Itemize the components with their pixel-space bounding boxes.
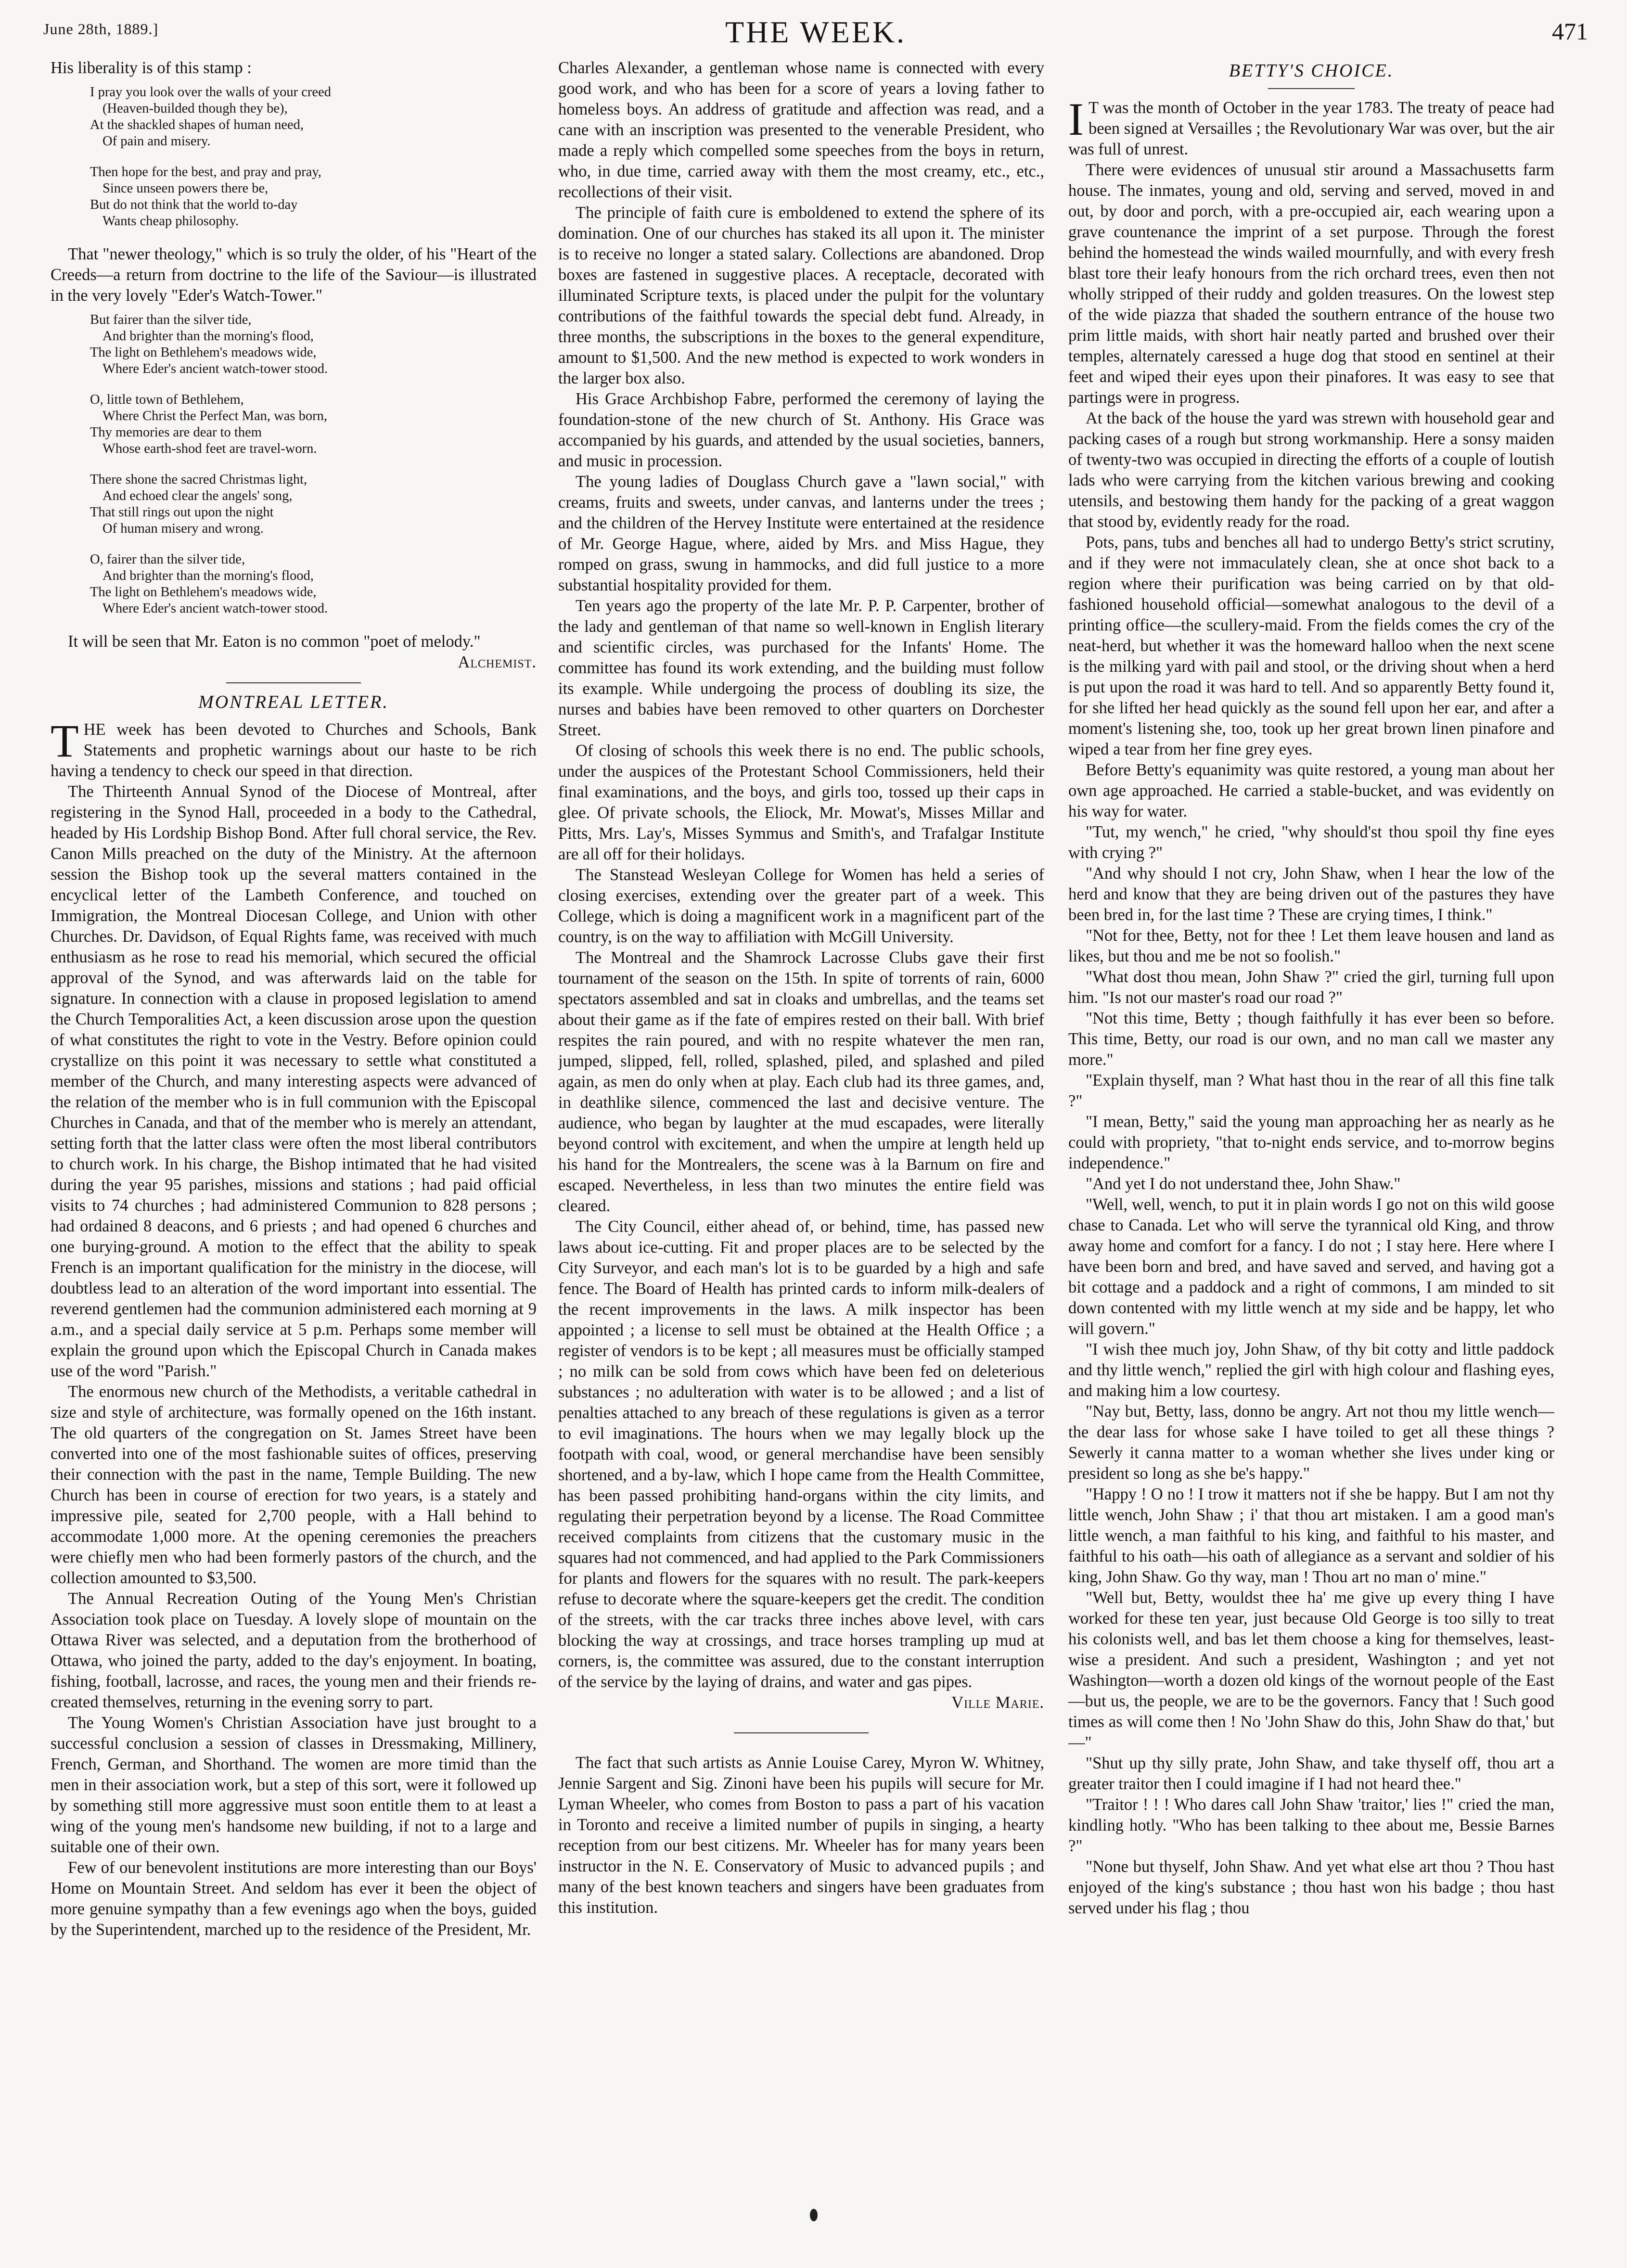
poem-line: At the shackled shapes of human need, xyxy=(90,117,304,132)
poem-line: Where Christ the Perfect Man, was born, xyxy=(102,409,327,423)
paragraph: His liberality is of this stamp : xyxy=(51,59,252,77)
paragraph: Ten years ago the property of the late Mr. P. P. Carpenter, brother of the lady and gentleman of that name so well-known in English literary and scientific circles, was purchased for the Infants' Home. The committee has found its work extending, and the building must follow its example. While undergoing the process of doubling its size, the nurses and babies have been removed to other quarters on Dorchester Street. xyxy=(558,597,1044,739)
signature-ville-marie: Ville Marie. xyxy=(951,1693,1044,1712)
paragraph: "Well, well, wench, to put it in plain words I go not on this wild goose chase to Canada. Let who will serve the tyrannical old King, and throw away home and comfort for a fancy. I do not ; I stay here. Here where I have been born and bred, and have saved and served, and having got a bit cottage and a paddock and a right of commons, I am minded to sit down contented with my little wench at my side and be happy, let who will govern." xyxy=(1068,1195,1554,1338)
paragraph: "Well but, Betty, wouldst thee ha' me give up every thing I have worked for these ten year, just because Old George is too silly to treat his colonists well, and bas let them choose a king for themselves, least-wise a president. And such a president, Washington ; and yet not Washington—worth a dozen old kings of the wornout people of the East—but us, the people, we are to be the governors. Fancy that ! Such good times as will come then ! No 'John Shaw do this, John Shaw do that,' but—" xyxy=(1068,1589,1554,1752)
page-header xyxy=(43,13,1588,52)
paragraph: "Not this time, Betty ; though faithfully it has ever been so before. This time, Betty, our road is our own, and no man call we master any more." xyxy=(1068,1009,1554,1069)
poem-stanza xyxy=(90,312,537,377)
paragraph: "I mean, Betty," said the young man approaching her as nearly as he could with propriety, "that to-night ends service, and to-morrow begins independence." xyxy=(1068,1113,1554,1172)
paragraph: The Stanstead Wesleyan College for Women has held a series of closing exercises, extending over the greater part of a week. This College, which is doing a magnificent work in a magnificent part of the country, is on the way to affiliation with McGill University. xyxy=(558,866,1044,946)
poem-line: Of human misery and wrong. xyxy=(102,521,264,536)
poem-line: And echoed clear the angels' song, xyxy=(102,488,293,503)
paragraph: Pots, pans, tubs and benches all had to undergo Betty's strict scrutiny, and if they were not immaculately clean, she at once shot back to a region where their purification was being carried on by that old-fashioned household official—somewhat analogous to the devil of a printing office—the scullery-maid. From the fields comes the cry of the neat-herd, but whether it was the homeward halloo when the next scene is the milking yard with pail and stool, or the driving shout when a herd is put upon the road it was hard to tell. And so apparently Betty found it, for she lifted her head quickly as the sound fell upon her ear, and after a moment's listening she, too, took up her great brown linen pinafore and wiped a tear from her fine grey eyes. xyxy=(1068,533,1554,758)
poem-stanza xyxy=(90,392,537,457)
paragraph: "None but thyself, John Shaw. And yet what else art thou ? Thou hast enjoyed of the king's substance ; thou hast won his badge ; thou hast served under his flag ; thou xyxy=(1068,1858,1554,1917)
paragraph: At the back of the house the yard was strewn with household gear and packing cases of a rough but strong workmanship. Here a sonsy maiden of twenty-two was occupied in directing the efforts of a couple of loutish lads who were carrying from the kitchen various brewing and cooking utensils, and bestowing them handy for the packing of a great waggon that stood by, evidently ready for the road. xyxy=(1068,409,1554,531)
paragraph-text: HE week has been devoted to Churches and Schools, Bank Statements and prophetic warnings about our haste to be rich having a tendency to check our speed in that direction. xyxy=(51,720,537,780)
paragraph: The Thirteenth Annual Synod of the Diocese of Montreal, after registering in the Synod Hall, proceeded in a body to the Cathedral, headed by His Lordship Bishop Bond. After full choral service, the Rev. Canon Mills preached on the duty of the Ministry. At the afternoon session the Bishop took up the several matters contained in the encyclical letter of the Lambeth Conference, and touched on Immigration, the Montreal Diocesan College, and Union with other Churches. Dr. Davidson, of Equal Rights fame, was received with much enthusiasm as he rose to read his memorial, which secured the official approval of the Synod, and was afterwards laid on the table for signature. In connection with a clause in proposed legislation to amend the Church Temporalities Act, a keen discussion arose upon the question of what constitutes the right to vote in the Vestry. Before opinion could crystallize on this point it was necessary to settle what constituted a member of the Church, and many interesting aspects were advanced of the relation of the member who is in full communion with the Episcopal Churches in Canada, and that of the member who is merely an attendant, setting forth that the latter class were often the most liberal contributors to church work. In his charge, the Bishop intimated that he had visited during the year 95 parishes, missions and stations ; had paid official visits to 74 churches ; had administered Communion to 828 persons ; had ordained 8 deacons, and 6 priests ; and had opened 6 churches and one burying-ground. A motion to the effect that the ability to speak French is an important qualification for the ministry in the diocese, will doubtless lead to an alteration of the word important into essential. The reverend gentlemen had the communion administered each morning at 9 a.m., and a special daily service at 5 p.m. Perhaps some member will explain the ground upon which the Episcopal Church in Canada makes use of the word "Parish." xyxy=(51,782,537,1380)
issue-date: June 28th, 1889.] xyxy=(43,20,159,38)
poem-stanza xyxy=(90,472,537,537)
paragraph: The Montreal and the Shamrock Lacrosse Clubs gave their first tournament of the season on the 15th. In spite of torrents of rain, 6000 spectators assembled and sat in cloaks and umbrellas, and the teams set about their game as if the fate of empires rested on their ball. With brief respites the rain poured, and with no respite whatever the men ran, jumped, slipped, fell, rolled, splashed, piled, and splashed and piled again, as men do only when at play. Each club had its three games, and, in deathlike silence, commenced the last and decisive venture. The audience, who began by laughter at the mud escapades, were literally beyond control with excitement, and when the umpire at length held up his hand for the Montrealers, the scene was à la Barnum on fire and escaped. Nevertheless, in less than two minutes the entire field was cleared. xyxy=(558,948,1044,1215)
drop-cap: I xyxy=(1068,93,1084,145)
paragraph: "Not for thee, Betty, not for thee ! Let them leave housen and land as likes, but thou and me be not so foolish." xyxy=(1068,926,1554,965)
paragraph: "Nay but, Betty, lass, donno be angry. Art not thou my little wench—the dear lass for whose sake I have toiled to get all these things ? Sewerly it canna matter to a woman whether she lives under king or president so long as she be's happy." xyxy=(1068,1402,1554,1483)
paragraph: His Grace Archbishop Fabre, performed the ceremony of laying the foundation-stone of the new church of St. Anthony. His Grace was accompanied by his guards, and attended by the usual societies, banners, and music in procession. xyxy=(558,390,1044,470)
poem-line: But do not think that the world to-day xyxy=(90,197,298,212)
poem-line: I pray you look over the walls of your creed xyxy=(90,85,331,100)
paragraph: It will be seen that Mr. Eaton is no common "poet of melody." xyxy=(68,632,481,651)
paragraph: Before Betty's equanimity was quite restored, a young man about her own age approached. He carried a stable-bucket, and was evidently on his way for water. xyxy=(1068,761,1554,820)
poem-line: (Heaven-builded though they be), xyxy=(102,101,288,116)
paragraph: The Young Women's Christian Association have just brought to a successful conclusion a session of classes in Dressmaking, Millinery, French, German, and Shorthand. The women are more timid than the men in their association work, but a step of this sort, were it followed up by something still more aggressive must soon entitle them to at least a wing of the young men's handsome new building, if not to a large and suitable one of their own. xyxy=(51,1714,537,1856)
paragraph-music-notice: The fact that such artists as Annie Louise Carey, Myron W. Whitney, Jennie Sargent and Sig. Zinoni have been his pupils will secure for Mr. Lyman Wheeler, who comes from Boston to pass a part of his vacation in Toronto and receive a limited number of pupils in singing, a hearty reception from our best citizens. Mr. Wheeler has for many years been instructor in the N. E. Conservatory of Music to advanced pupils ; and many of the best known teachers and singers have been graduates from this institution. xyxy=(558,1754,1044,1917)
masthead-title: THE WEEK. xyxy=(725,15,907,49)
poem-line: The light on Bethlehem's meadows wide, xyxy=(90,345,317,360)
poem-liberality xyxy=(90,84,537,230)
poem-line: Then hope for the best, and pray and pray, xyxy=(90,165,321,179)
drop-cap: T xyxy=(51,715,79,767)
paragraph: "Traitor ! ! ! Who dares call John Shaw 'traitor,' lies !" cried the man, kindling hotly. "Who has been talking to thee about me, Bessie Barnes ?" xyxy=(1068,1795,1554,1855)
ink-dot-ornament xyxy=(810,2209,818,2221)
poem-line: Of pain and misery. xyxy=(102,134,211,149)
paragraph: The principle of faith cure is emboldened to extend the sphere of its domination. One of our churches has staked its all upon it. The minister is to receive no longer a stated salary. Collections are abandoned. Drop boxes are fastened in suggestive places. A receptacle, decorated with illuminated Scripture texts, is placed under the pulpit for the voluntary contributions of the faithful towards the special debt fund. Already, in three months, the subscriptions in the boxes to the general expenditure, amount to $1,500. And the new method is expected to work wonders in the larger box also. xyxy=(558,204,1044,387)
section-divider xyxy=(226,682,361,683)
paragraph: Charles Alexander, a gentleman whose name is connected with every good work, and who has been for a score of years a loving father to homeless boys. An address of gratitude and affection was read, and a cane with an inscription was presented to the venerable President, who made a reply which compelled some speeches from the boys in return, who, in due time, carried away with them the most creamy, etc., etc., recollections of their visit. xyxy=(558,59,1044,201)
poem-line: O, little town of Bethlehem, xyxy=(90,392,244,407)
signature-alchemist: Alchemist. xyxy=(458,653,537,671)
poem-stanza xyxy=(90,84,537,150)
poem-line: The light on Bethlehem's meadows wide, xyxy=(90,585,317,600)
poem-eders-watch-tower xyxy=(90,312,537,617)
paragraph: "What dost thou mean, John Shaw ?" cried the girl, turning full upon him. "Is not our master's road our road ?" xyxy=(1068,968,1554,1007)
paragraph: "Explain thyself, man ? What hast thou in the rear of all this fine talk ?" xyxy=(1068,1071,1554,1110)
poem-line: And brighter than the morning's flood, xyxy=(102,329,314,344)
paragraph: "Tut, my wench," he cried, "why should'st thou spoil thy fine eyes with crying ?" xyxy=(1068,823,1554,862)
poem-stanza xyxy=(90,164,537,230)
poem-line: Where Eder's ancient watch-tower stood. xyxy=(102,361,328,376)
paragraph-text: T was the month of October in the year 1783. The treaty of peace had been signed at Versailles ; the Revolutionary War was over, but the air was full of unrest. xyxy=(1068,99,1554,158)
paragraph: "I wish thee much joy, John Shaw, of thy bit cotty and little paddock and thy little wench," replied the girl with high colour and flashing eyes, and making him a low courtesy. xyxy=(1068,1340,1554,1400)
poem-line: That still rings out upon the night xyxy=(90,505,274,520)
story-title: BETTY'S CHOICE. xyxy=(1229,61,1394,81)
poem-line: Where Eder's ancient watch-tower stood. xyxy=(102,601,328,616)
poem-line: Wants cheap philosophy. xyxy=(102,214,239,229)
paragraph: Of closing of schools this week there is no end. The public schools, under the auspices of the Protestant School Commissioners, held their final examinations, and the boys, and girls too, tossed up their caps in glee. Of private schools, the Eliock, Mr. Mowat's, Misses Millar and Pitts, Mrs. Lay's, Misses Symmus and Smith's, and Trafalgar Institute are all off for their holidays. xyxy=(558,742,1044,863)
poem-line: Since unseen powers there be, xyxy=(102,181,269,196)
paragraph: The young ladies of Douglass Church gave a "lawn social," with creams, fruits and sweets, under canvas, and lanterns under the trees ; and the children of the Hervey Institute were entertained at the residence of Mr. George Hague, where, aided by Mrs. and Miss Hague, they romped on grass, swung in hammocks, and did full justice to a more substantial hospitality provided for them. xyxy=(558,473,1044,594)
poem-line: O, fairer than the silver tide, xyxy=(90,552,245,567)
paragraph: The Annual Recreation Outing of the Young Men's Christian Association took place on Tuesday. A lovely slope of mountain on the Ottawa River was selected, and a deputation from the brotherhood of Ottawa, who joined the party, added to the day's enjoyment. In boating, fishing, football, lacrosse, and races, the young men and their friends re-created themselves, returning in the evening sorry to part. xyxy=(51,1589,537,1711)
paragraph: The enormous new church of the Methodists, a veritable cathedral in size and style of architecture, was formally opened on the 16th instant. The old quarters of the congregation on St. James Street have been converted into one of the most fashionable suites of offices, preserving their connection with the past in the name, Temple Building. The new Church has been in course of erection for two years, is a stately and impressive pile, seated for 2,700 people, with a Hall behind to accommodate 1,000 more. At the opening ceremonies the preachers were chiefly men who had been formerly pastors of the church, and the collection amounted to $3,500. xyxy=(51,1383,537,1587)
poem-line: There shone the sacred Christmas light, xyxy=(90,472,307,487)
paragraph: "And why should I not cry, John Shaw, when I hear the low of the herd and know that they are being driven out of the pastures they have been bred in, for the last time ? These are crying times, I think." xyxy=(1068,864,1554,924)
title-divider xyxy=(1268,88,1355,89)
column-1 xyxy=(51,58,537,2214)
paragraph: That "newer theology," which is so truly the older, of his "Heart of the Creeds—a return from doctrine to the life of the Saviour—is illustrated in the very lovely "Eder's Watch-Tower." xyxy=(51,245,537,305)
section-heading-montreal-letter: MONTREAL LETTER. xyxy=(198,692,389,712)
paragraph-lead xyxy=(1068,93,1554,160)
paragraph: There were evidences of unusual stir around a Massachusetts farm house. The inmates, young and old, serving and served, moved in and out, by door and porch, with a pre-occupied air, each wearing upon a grave countenance the imprint of a set purpose. Through the forest behind the homestead the winds wailed mournfully, and with every fresh blast tore their leafy honours from the rich orchard trees, even then not wholly stripped of their ruddy and golden treasures. On the lowest step of the wide piazza that shaded the southern entrance of the house two prim little maids, with short hair neatly parted and brushed over their temples, alternately caressed a huge dog that stood en sentinel at their feet and wiped their eyes upon their pinafores. It was easy to see that partings were in progress. xyxy=(1068,161,1554,407)
page-number: 471 xyxy=(1552,18,1588,45)
poem-line: Whose earth-shod feet are travel-worn. xyxy=(102,441,317,456)
paragraph: The City Council, either ahead of, or behind, time, has passed new laws about ice-cutting. Fit and proper places are to be selected by the City Surveyor, and each man's lot is to be guarded by a high and safe fence. The Board of Health has printed cards to inform milk-dealers of the recent improvements in the laws. A milk inspector has been appointed ; a license to sell must be obtained at the Health Office ; a register of vendors is to be kept ; all measures must be officially stamped ; no milk can be sold from cows which have been fed on deleterious substances ; no adulteration with water is to be allowed ; and a list of penalties attached to any breach of these regulations is given as a terror to evil imaginations. The hours when we may legally block up the footpath with coal, wood, or general merchandise have been sensibly shortened, and a by-law, which I hope came from the Health Committee, has been passed prohibiting hand-organs within the city limits, and regulating their perpetration beyond by a license. The Road Committee received complaints from citizens that the customary music in the squares had not commenced, and had applied to the Park Commissioners for plants and flowers for the squares with no result. The park-keepers refuse to decorate where the square-keepers get the credit. The condition of the streets, with the car tracks three inches above level, with cars blocking the way at crossings, and trace horses trampling up mud at corners, is, the committee was assured, due to the constant interruption of the service by the laying of drains, and water and gas pipes. xyxy=(558,1217,1044,1691)
paragraph-lead xyxy=(51,715,537,782)
poem-line: Thy memories are dear to them xyxy=(90,425,262,440)
paragraph: "Happy ! O no ! I trow it matters not if she be happy. But I am not thy little wench, John Shaw ; i' that thou art mistaken. I am a good man's little wench, a man faithful to his king, and faithful to his master, and faithful to his oath—his oath of allegiance as a servant and soldier of his king, John Shaw. Go thy way, man ! Thou art no man o' mine." xyxy=(1068,1485,1554,1586)
column-2 xyxy=(558,58,1044,2214)
poem-stanza xyxy=(90,551,537,617)
poem-line: And brighter than the morning's flood, xyxy=(102,568,314,583)
section-divider xyxy=(734,1732,869,1733)
paragraph: Few of our benevolent institutions are more interesting than our Boys' Home on Mountain Street. And seldom has ever it been the object of more genuine sympathy than a few evenings ago when the boys, guided by the Superintendent, marched up to the residence of the President, Mr. xyxy=(51,1858,537,1939)
column-3 xyxy=(1068,58,1554,2214)
poem-line: But fairer than the silver tide, xyxy=(90,312,252,327)
paragraph: "And yet I do not understand thee, John Shaw." xyxy=(1086,1175,1401,1193)
paragraph: "Shut up thy silly prate, John Shaw, and take thyself off, thou art a greater traitor then I could imagine if I had not heard thee." xyxy=(1068,1754,1554,1793)
